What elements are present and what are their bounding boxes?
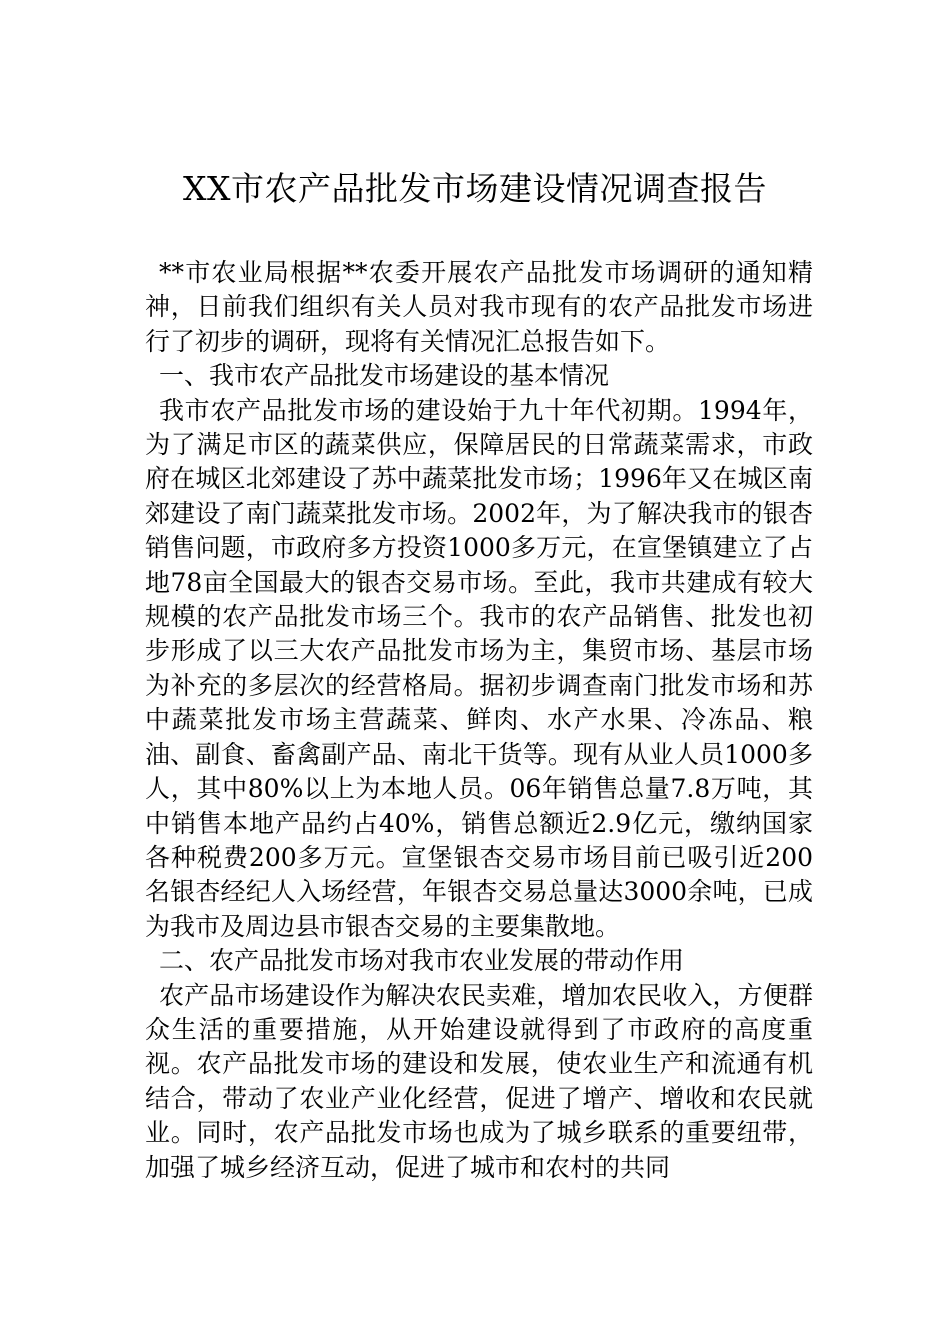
intro-paragraph: **市农业局根据**农委开展农产品批发市场调研的通知精神，日前我们组织有关人员对我市现有的农产品批发市场进行了初步的调研，现将有关情况汇总报告如下。 [145, 258, 813, 356]
section-1-paragraph: 我市农产品批发市场的建设始于九十年代初期。1994年，为了满足市区的蔬菜供应，保障居民的日常蔬菜需求，市政府在城区北郊建设了苏中蔬菜批发市场；1996年又在城区南郊建设了南门蔬菜批发市场。2002年，为了解决我市的银杏销售问题，市政府多方投资1000多万元，在宣堡镇建立了占地78亩全国最大的银杏交易市场。至此，我市共建成有较大规模的农产品批发市场三个。我市的农产品销售、批发也初步形成了以三大农产品批发市场为主，集贸市场、基层市场为补充的多层次的经营格局。据初步调查南门批发市场和苏中蔬菜批发市场主营蔬菜、鲜肉、水产水果、冷冻品、粮油、副食、畜禽副产品、南北干货等。现有从业人员1000多人，其中80%以上为本地人员。06年销售总量7.8万吨，其中销售本地产品约占40%，销售总额近2.9亿元，缴纳国家各种税费200多万元。宣堡银杏交易市场目前已吸引近200名银杏经纪人入场经营，年银杏交易总量达3000余吨，已成为我市及周边县市银杏交易的主要集散地。 [145, 395, 813, 941]
section-2-heading: 二、农产品批发市场对我市农业发展的带动作用 [159, 946, 685, 976]
section-1-heading: 一、我市农产品批发市场建设的基本情况 [159, 361, 610, 391]
section-2-paragraph: 农产品市场建设作为解决农民卖难，增加农民收入，方便群众生活的重要措施，从开始建设就得到了市政府的高度重视。农产品批发市场的建设和发展，使农业生产和流通有机结合，带动了农业产业化经营，促进了增产、增收和农民就业。同时，农产品批发市场也成为了城乡联系的重要纽带，加强了城乡经济互动，促进了城市和农村的共同 [145, 980, 813, 1182]
document-title: XX市农产品批发市场建设情况调查报告 [183, 169, 767, 208]
document-body [145, 256, 813, 1185]
